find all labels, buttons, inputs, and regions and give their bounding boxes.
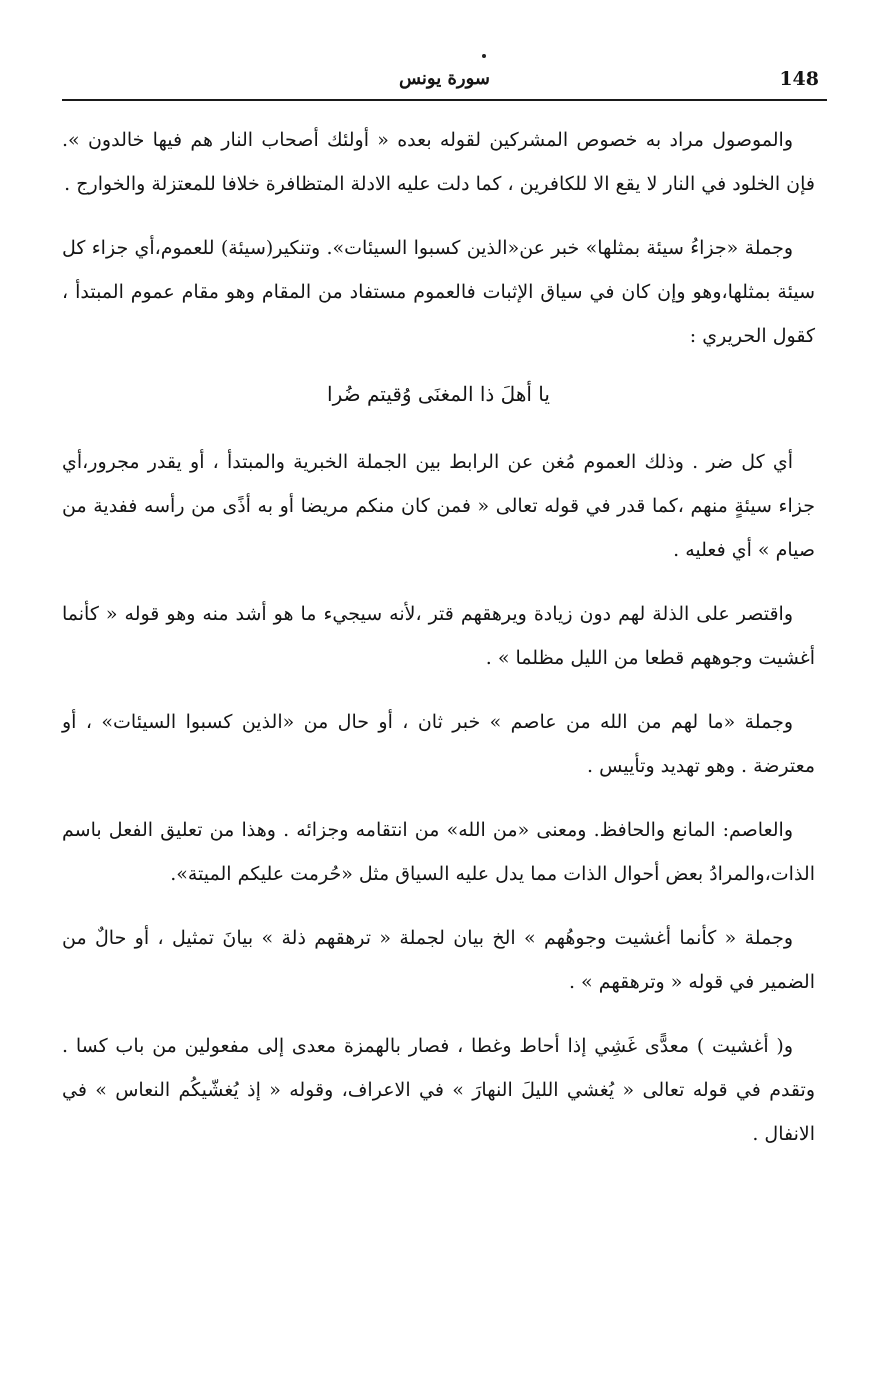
- page-dot-mark: [482, 54, 486, 58]
- page-body: [62, 118, 815, 1176]
- page-number: 148: [779, 68, 819, 90]
- running-title: سورة يونس: [398, 68, 491, 89]
- paragraph: واقتصر على الذلة لهم دون زيادة ويرهقهم قتر ،لأنه سيجيء ما هو أشد منه وهو قوله « كأنما أغشيت وجوههم قطعا من الليل مظلما » .: [62, 603, 815, 669]
- paragraph: وجملة «جزاءُ سيئة بمثلها» خبر عن«الذين كسبوا السيئات». وتنكير(سيئة) للعموم،أي جزاء كل سيئة بمثلها،وهو وإن كان في سياق الإثبات فالعموم مستفاد من المقام وهو مقام عموم المبتدأ ، كقول الحريري :: [62, 237, 815, 347]
- paragraph: و( أغشيت ) معدًّى غَشِي إذا أحاط وغطا ، فصار بالهمزة معدى إلى مفعولين من باب كسا . وتقدم في قوله تعالى « يُغشي الليلَ النهارَ » في الاعراف، وقوله « إذ يُغشّيكُم النعاس » في الانفال .: [62, 1035, 815, 1145]
- page-header: [62, 66, 827, 100]
- poetry-verse: يا أهلَ ذا المغنَى وُقيتم ضُرا: [327, 382, 550, 406]
- paragraph: وجملة « كأنما أغشيت وجوهُهم » الخ بيان لجملة « ترهقهم ذلة » بيانَ تمثيل ، أو حالٌ من الضمير في قوله « وترهقهم » .: [62, 927, 815, 993]
- paragraph: والموصول مراد به خصوص المشركين لقوله بعده « أولئك أصحاب النار هم فيها خالدون ». فإن الخلود في النار لا يقع الا للكافرين ، كما دلت عليه الادلة المتظافرة خلافا للمعتزلة والخوارج .: [62, 129, 815, 195]
- paragraph: أي كل ضر . وذلك العموم مُغن عن الرابط بين الجملة الخبرية والمبتدأ ، أو يقدر مجرور،أي جزاء سيئةٍ منهم ،كما قدر في قوله تعالى « فمن كان منكم مريضا أو به أذًى من رأسه ففدية من صيام » أي فعليه .: [62, 451, 815, 561]
- paragraph: وجملة «ما لهم من الله من عاصم » خبر ثان ، أو حال من «الذين كسبوا السيئات» ، أو معترضة . وهو تهديد وتأييس .: [62, 711, 815, 777]
- paragraph: والعاصم: المانع والحافظ. ومعنى «من الله» من انتقامه وجزائه . وهذا من تعليق الفعل باسم الذات،والمرادُ بعض أحوال الذات مما يدل عليه السياق مثل «حُرمت عليكم الميتة».: [62, 819, 815, 885]
- header-rule: [62, 99, 827, 101]
